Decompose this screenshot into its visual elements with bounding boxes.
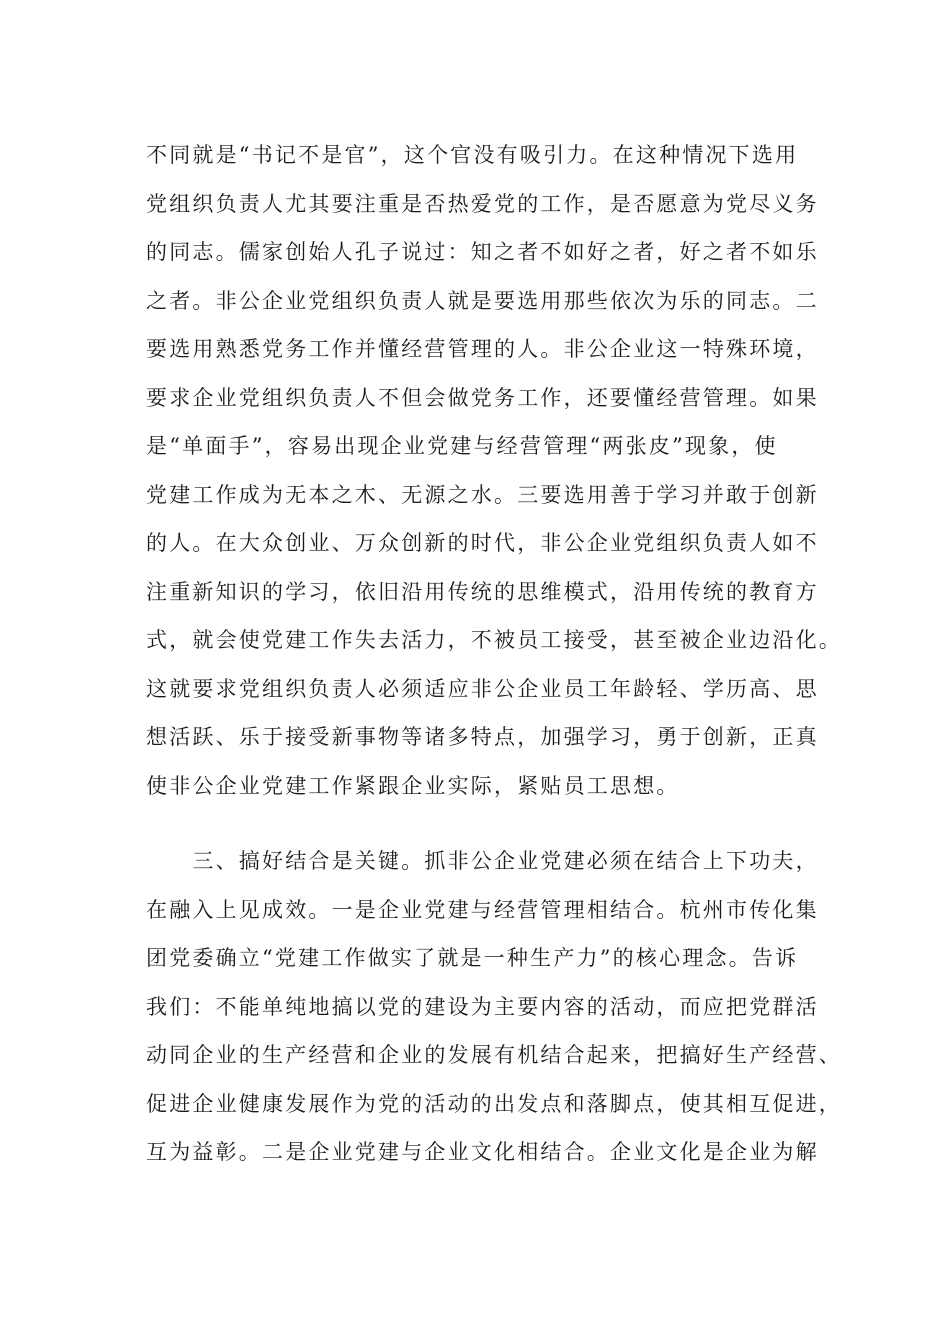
text-line: 我们：不能单纯地搞以党的建设为主要内容的活动，而应把党群活: [146, 994, 819, 1019]
text-line: 之者。非公企业党组织负责人就是要选用那些依次为乐的同志。二: [146, 288, 819, 313]
body-paragraph: [146, 837, 842, 1177]
text-line: 的同志。儒家创始人孔子说过：知之者不如好之者，好之者不如乐: [146, 240, 819, 264]
text-line: 党建工作成为无本之木、无源之水。三要选用善于学习并敢于创新: [146, 482, 819, 507]
text-line: 动同企业的生产经营和企业的发展有机结合起来，把搞好生产经营、: [146, 1043, 842, 1067]
text-line: 党组织负责人尤其要注重是否热爱党的工作，是否愿意为党尽义务: [146, 191, 819, 216]
text-line: 注重新知识的学习，依旧沿用传统的思维模式，沿用传统的教育方: [146, 579, 819, 604]
body-paragraph: [146, 131, 842, 810]
text-line: 使非公企业党建工作紧跟企业实际，紧贴员工思想。: [146, 773, 680, 798]
text-line: 不同就是“书记不是官”，这个官没有吸引力。在这种情况下选用: [146, 143, 799, 167]
text-line: 促进企业健康发展作为党的活动的出发点和落脚点，使其相互促进，: [146, 1091, 842, 1116]
text-line: 在融入上见成效。一是企业党建与经营管理相结合。杭州市传化集: [146, 897, 819, 922]
text-line: 这就要求党组织负责人必须适应非公企业员工年龄轻、学历高、思: [146, 676, 819, 701]
text-line: 式，就会使党建工作失去活力，不被员工接受，甚至被企业边沿化。: [146, 628, 842, 652]
text-line: 的人。在大众创业、万众创新的时代，非公企业党组织负责人如不: [146, 531, 819, 555]
text-line: 三、搞好结合是关键。抓非公企业党建必须在结合上下功夫，: [146, 849, 819, 873]
text-line: 要选用熟悉党务工作并懂经营管理的人。非公企业这一特殊环境，: [146, 337, 819, 361]
text-line: 要求企业党组织负责人不但会做党务工作，还要懂经营管理。如果: [146, 385, 819, 410]
text-line: 互为益彰。二是企业党建与企业文化相结合。企业文化是企业为解: [146, 1140, 819, 1164]
text-line: 是“单面手”，容易出现企业党建与经营管理“两张皮”现象，使: [146, 434, 778, 458]
text-line: 团党委确立“党建工作做实了就是一种生产力”的核心理念。告诉: [146, 946, 799, 970]
text-line: 想活跃、乐于接受新事物等诸多特点，加强学习，勇于创新，正真: [146, 725, 819, 749]
